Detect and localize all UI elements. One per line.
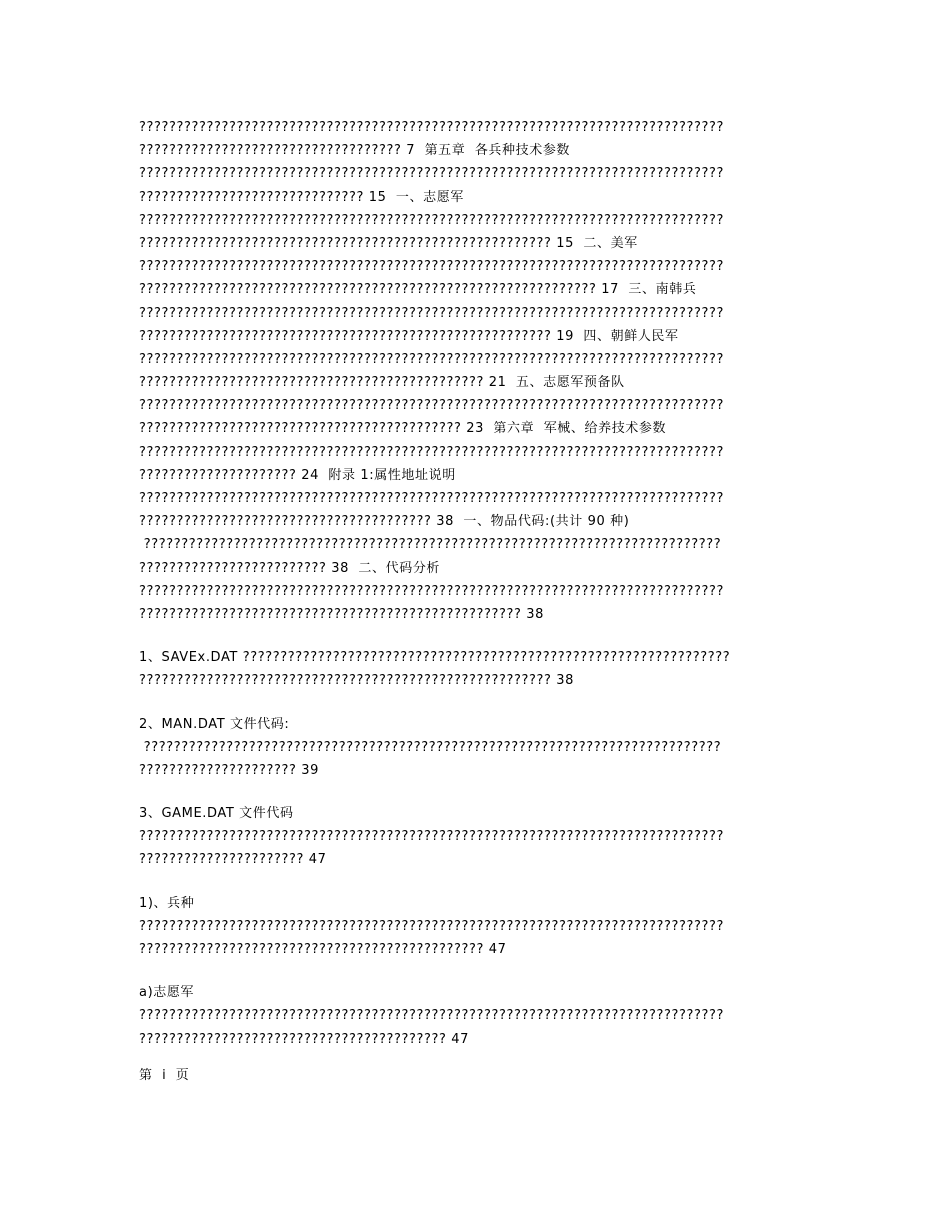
toc-line: ??????????????????????????????????????????????????????????????????????????????	[139, 351, 724, 367]
toc-line: ??????????????????????????????????????????????????????????????????????????????	[139, 398, 724, 414]
page-number: 第 i 页	[139, 1068, 190, 1083]
toc-entry-line: ?????????????????????? 47	[139, 852, 327, 868]
toc-line: ??????????????????????????????????????? 38 一、物品代码:(共计 90 种)	[139, 514, 630, 530]
toc-entry-line: ?????????????????????????????????????????????? 47	[139, 942, 507, 957]
toc-line: ?????????????????????????????????????????????? 21 五、志愿军预备队	[139, 375, 625, 391]
toc-line: ??????????????????????????????????????????????????????????????????????????????	[139, 491, 724, 506]
toc-entry-line: ????????????????????? 39	[139, 762, 319, 778]
toc-entry-line: ??????????????????????????????????????????????????????????????????????????????	[139, 918, 724, 934]
toc-line: ??????????????????????????????????????????????????????? 15 二、美军	[139, 235, 638, 251]
toc-line: ????????????????????????? 38 二、代码分析	[139, 560, 441, 576]
toc-line: ??????????????????????????????????????????????????????????????????????????????	[139, 120, 724, 135]
toc-line: ??????????????????????????????????? 7 第五章 各兵种技术参数	[139, 143, 571, 159]
toc-line: ??????????????????????????????????????????????????????????????????????????????	[139, 305, 724, 321]
table-of-contents	[139, 116, 811, 1051]
toc-entry-line: 3、GAME.DAT 文件代码	[139, 806, 294, 822]
toc-line: ?????????????????????????????????????????????????????????????????????????????	[139, 537, 722, 553]
toc-entry-line: ??????????????????????????????????????????????????????????????????????????????	[139, 829, 724, 845]
toc-line: ??????????????????????????????????????????????????????????????????????????????	[139, 259, 724, 275]
toc-entry-line: ??????????????????????????????????????????????????????????????????????????????	[139, 1008, 724, 1024]
toc-entry-savex	[139, 646, 811, 692]
toc-line: ??????????????????????????????????????????????????????????????????????????????	[139, 444, 724, 460]
toc-entry-line: 1、SAVEx.DAT ?????????????????????????????????????????????????????????????????	[139, 650, 731, 666]
toc-entry-line: ????????????????????????????????????????? 47	[139, 1031, 469, 1047]
toc-line: ????????????????????? 24 附录 1:属性地址说明	[139, 467, 456, 483]
toc-entry-volunteer-army	[139, 981, 811, 1051]
toc-entry-man-dat	[139, 713, 811, 783]
toc-entry-line: ?????????????????????????????????????????????????????????????????????????????	[139, 739, 722, 755]
toc-entry-unit-types	[139, 892, 811, 962]
toc-entry-line: a)志愿军	[139, 985, 195, 1001]
toc-line: ????????????????????????????????????????????????????????????? 17 三、南韩兵	[139, 282, 697, 298]
toc-entry-line: 2、MAN.DAT 文件代码:	[139, 716, 290, 732]
toc-line: ??????????????????????????????????????????????????????? 19 四、朝鲜人民军	[139, 328, 679, 344]
toc-entry-line: ??????????????????????????????????????????????????????? 38	[139, 673, 574, 689]
toc-line: ??????????????????????????????????????????????????????????????????????????????	[139, 166, 724, 182]
toc-line: ??????????????????????????????????????????? 23 第六章 军械、给养技术参数	[139, 421, 667, 437]
toc-line: ??????????????????????????????????????????????????????????????????????????????	[139, 212, 724, 228]
toc-line: ??????????????????????????????????????????????????????????????????????????????	[139, 583, 724, 599]
toc-line: ?????????????????????????????? 15 一、志愿军	[139, 189, 464, 205]
toc-line: ??????????????????????????????????????????????????? 38	[139, 606, 544, 622]
toc-entry-game-dat	[139, 802, 811, 872]
toc-entry-line: 1)、兵种	[139, 895, 195, 911]
